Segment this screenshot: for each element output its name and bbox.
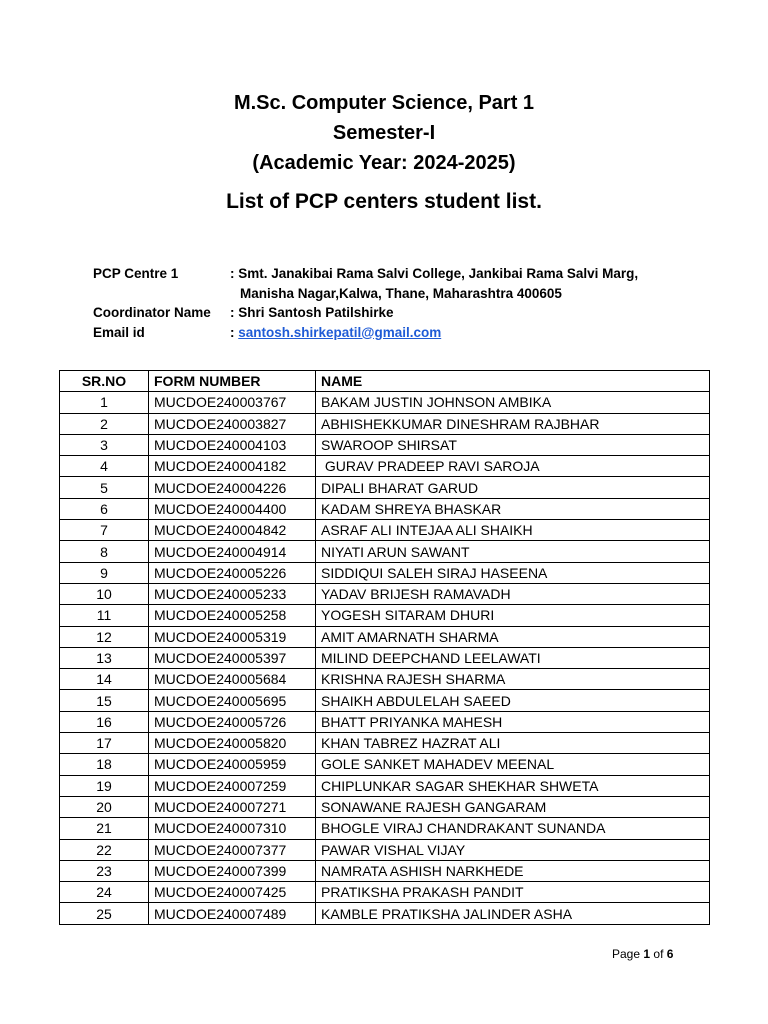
cell-name: PRATIKSHA PRAKASH PANDIT bbox=[316, 882, 710, 903]
cell-sr-no: 8 bbox=[60, 541, 149, 562]
cell-form-number: MUCDOE240007399 bbox=[149, 860, 316, 881]
cell-form-number: MUCDOE240004842 bbox=[149, 520, 316, 541]
table-row bbox=[60, 626, 710, 647]
table-row bbox=[60, 520, 710, 541]
table-row bbox=[60, 882, 710, 903]
table-row bbox=[60, 413, 710, 434]
cell-sr-no: 19 bbox=[60, 775, 149, 796]
cell-name: YOGESH SITARAM DHURI bbox=[316, 605, 710, 626]
cell-sr-no: 2 bbox=[60, 413, 149, 434]
table-header-row bbox=[60, 371, 710, 392]
table-row bbox=[60, 733, 710, 754]
cell-form-number: MUCDOE240005820 bbox=[149, 733, 316, 754]
cell-sr-no: 16 bbox=[60, 711, 149, 732]
cell-form-number: MUCDOE240005319 bbox=[149, 626, 316, 647]
cell-form-number: MUCDOE240007310 bbox=[149, 818, 316, 839]
email-label: Email id bbox=[93, 324, 145, 340]
cell-sr-no: 9 bbox=[60, 562, 149, 583]
header-name: NAME bbox=[316, 371, 710, 392]
cell-sr-no: 12 bbox=[60, 626, 149, 647]
table-row bbox=[60, 434, 710, 455]
cell-name: KADAM SHREYA BHASKAR bbox=[316, 498, 710, 519]
cell-form-number: MUCDOE240004182 bbox=[149, 456, 316, 477]
cell-form-number: MUCDOE240005397 bbox=[149, 647, 316, 668]
cell-form-number: MUCDOE240003767 bbox=[149, 392, 316, 413]
cell-name: CHIPLUNKAR SAGAR SHEKHAR SHWETA bbox=[316, 775, 710, 796]
cell-name: NAMRATA ASHISH NARKHEDE bbox=[316, 860, 710, 881]
table-row bbox=[60, 669, 710, 690]
total-pages: 6 bbox=[666, 947, 674, 961]
table-row bbox=[60, 647, 710, 668]
cell-name: GURAV PRADEEP RAVI SAROJA bbox=[316, 456, 710, 477]
cell-form-number: MUCDOE240003827 bbox=[149, 413, 316, 434]
cell-name: AMIT AMARNATH SHARMA bbox=[316, 626, 710, 647]
cell-form-number: MUCDOE240005258 bbox=[149, 605, 316, 626]
cell-name: YADAV BRIJESH RAMAVADH bbox=[316, 583, 710, 604]
cell-sr-no: 22 bbox=[60, 839, 149, 860]
current-page: 1 bbox=[643, 947, 651, 961]
table-row bbox=[60, 690, 710, 711]
centre-value-line2: Manisha Nagar,Kalwa, Thane, Maharashtra 400605 bbox=[240, 285, 562, 301]
table-row bbox=[60, 498, 710, 519]
table-row bbox=[60, 711, 710, 732]
table-row bbox=[60, 392, 710, 413]
table-row bbox=[60, 903, 710, 924]
cell-form-number: MUCDOE240005959 bbox=[149, 754, 316, 775]
table-row bbox=[60, 796, 710, 817]
cell-name: PAWAR VISHAL VIJAY bbox=[316, 839, 710, 860]
table-row bbox=[60, 583, 710, 604]
document-title: M.Sc. Computer Science, Part 1 bbox=[233, 92, 535, 114]
cell-name: SWAROOP SHIRSAT bbox=[316, 434, 710, 455]
cell-form-number: MUCDOE240004103 bbox=[149, 434, 316, 455]
cell-form-number: MUCDOE240004226 bbox=[149, 477, 316, 498]
cell-sr-no: 21 bbox=[60, 818, 149, 839]
cell-sr-no: 5 bbox=[60, 477, 149, 498]
centre-value-line1: : Smt. Janakibai Rama Salvi College, Jankibai Rama Salvi Marg, bbox=[230, 266, 639, 281]
cell-name: BHATT PRIYANKA MAHESH bbox=[316, 711, 710, 732]
cell-name: SHAIKH ABDULELAH SAEED bbox=[316, 690, 710, 711]
cell-name: BHOGLE VIRAJ CHANDRAKANT SUNANDA bbox=[316, 818, 710, 839]
cell-name: KAMBLE PRATIKSHA JALINDER ASHA bbox=[316, 903, 710, 924]
centre-label: PCP Centre 1 bbox=[93, 266, 179, 281]
table-row bbox=[60, 605, 710, 626]
cell-sr-no: 14 bbox=[60, 669, 149, 690]
table-row bbox=[60, 860, 710, 881]
email-link[interactable]: santosh.shirkepatil@gmail.com bbox=[238, 324, 442, 340]
cell-name: SONAWANE RAJESH GANGARAM bbox=[316, 796, 710, 817]
table-row bbox=[60, 818, 710, 839]
table-row bbox=[60, 839, 710, 860]
page-word: Page bbox=[612, 947, 641, 961]
list-heading: List of PCP centers student list. bbox=[226, 190, 542, 213]
cell-form-number: MUCDOE240005226 bbox=[149, 562, 316, 583]
student-table bbox=[59, 370, 710, 925]
cell-name: MILIND DEEPCHAND LEELAWATI bbox=[316, 647, 710, 668]
cell-form-number: MUCDOE240005695 bbox=[149, 690, 316, 711]
cell-form-number: MUCDOE240007489 bbox=[149, 903, 316, 924]
cell-sr-no: 10 bbox=[60, 583, 149, 604]
coordinator-value: : Shri Santosh Patilshirke bbox=[230, 305, 394, 320]
cell-sr-no: 24 bbox=[60, 882, 149, 903]
cell-name: ASRAF ALI INTEJAA ALI SHAIKH bbox=[316, 520, 710, 541]
page-indicator bbox=[612, 947, 673, 961]
of-word: of bbox=[653, 947, 664, 961]
cell-form-number: MUCDOE240005726 bbox=[149, 711, 316, 732]
cell-sr-no: 3 bbox=[60, 434, 149, 455]
cell-name: ABHISHEKKUMAR DINESHRAM RAJBHAR bbox=[316, 413, 710, 434]
cell-sr-no: 25 bbox=[60, 903, 149, 924]
cell-form-number: MUCDOE240004400 bbox=[149, 498, 316, 519]
cell-name: KHAN TABREZ HAZRAT ALI bbox=[316, 733, 710, 754]
cell-sr-no: 4 bbox=[60, 456, 149, 477]
cell-form-number: MUCDOE240007259 bbox=[149, 775, 316, 796]
cell-form-number: MUCDOE240007377 bbox=[149, 839, 316, 860]
table-row bbox=[60, 754, 710, 775]
academic-year-heading: (Academic Year: 2024-2025) bbox=[252, 152, 516, 174]
table-row bbox=[60, 456, 710, 477]
cell-form-number: MUCDOE240007425 bbox=[149, 882, 316, 903]
cell-form-number: MUCDOE240004914 bbox=[149, 541, 316, 562]
cell-name: KRISHNA RAJESH SHARMA bbox=[316, 669, 710, 690]
cell-sr-no: 15 bbox=[60, 690, 149, 711]
cell-name: SIDDIQUI SALEH SIRAJ HASEENA bbox=[316, 562, 710, 583]
cell-form-number: MUCDOE240007271 bbox=[149, 796, 316, 817]
header-form-number: FORM NUMBER bbox=[149, 371, 316, 392]
cell-sr-no: 11 bbox=[60, 605, 149, 626]
cell-sr-no: 1 bbox=[60, 392, 149, 413]
cell-sr-no: 7 bbox=[60, 520, 149, 541]
table-row bbox=[60, 541, 710, 562]
email-value bbox=[230, 323, 441, 343]
table-row bbox=[60, 477, 710, 498]
table-row bbox=[60, 562, 710, 583]
table-row bbox=[60, 775, 710, 796]
semester-heading: Semester-I bbox=[332, 122, 436, 144]
cell-sr-no: 17 bbox=[60, 733, 149, 754]
cell-form-number: MUCDOE240005233 bbox=[149, 583, 316, 604]
cell-sr-no: 23 bbox=[60, 860, 149, 881]
cell-sr-no: 6 bbox=[60, 498, 149, 519]
cell-sr-no: 20 bbox=[60, 796, 149, 817]
email-prefix: : bbox=[230, 324, 239, 340]
cell-name: GOLE SANKET MAHADEV MEENAL bbox=[316, 754, 710, 775]
cell-form-number: MUCDOE240005684 bbox=[149, 669, 316, 690]
cell-name: DIPALI BHARAT GARUD bbox=[316, 477, 710, 498]
cell-sr-no: 18 bbox=[60, 754, 149, 775]
cell-name: BAKAM JUSTIN JOHNSON AMBIKA bbox=[316, 392, 710, 413]
header-sr-no: SR.NO bbox=[60, 371, 149, 392]
cell-sr-no: 13 bbox=[60, 647, 149, 668]
coordinator-label: Coordinator Name bbox=[93, 305, 211, 320]
cell-name: NIYATI ARUN SAWANT bbox=[316, 541, 710, 562]
